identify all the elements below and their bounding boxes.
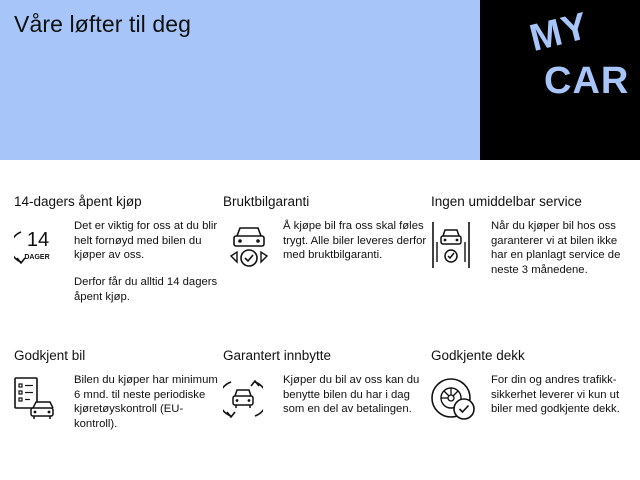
card-paragraph: Når du kjøper bil hos oss garanterer vi at bilen ikke har en planlagt service de neste 3 månedene.	[491, 220, 621, 277]
page-title: Våre løfter til deg	[14, 11, 192, 37]
card-paragraph: Derfor får du alltid 14 dagers åpent kjøp.	[74, 276, 218, 303]
card-title: Godkjente dekk	[431, 348, 525, 363]
card-title: Garantert innbytte	[223, 348, 332, 363]
card-body	[283, 373, 428, 429]
card-body	[74, 219, 219, 317]
car-warranty-badge-icon	[229, 222, 269, 268]
card-paragraph: Det er viktig for oss at du blir helt fornøyd med bilen du kjøper av oss.	[74, 220, 218, 262]
card-title: Bruktbilgaranti	[223, 194, 310, 209]
card-title: Ingen umiddelbar service	[431, 194, 582, 209]
card-paragraph: Kjøper du bil av oss kan du benytte bilen du har i dag som en del av betalingen.	[283, 374, 420, 416]
logo-text-car: CAR	[544, 60, 630, 102]
header-banner	[0, 0, 480, 160]
card-title: 14-dagers åpent kjøp	[14, 194, 142, 209]
logo-text-my: MY	[525, 5, 594, 61]
card-body	[491, 219, 636, 290]
checklist-car-icon	[14, 376, 54, 422]
card-paragraph: Bilen du kjøper har minimum 6 mnd. til neste periodiske kjøretøyskontroll (EU-kontroll).	[74, 374, 218, 431]
card-body	[74, 373, 219, 444]
card-title: Godkjent bil	[14, 348, 86, 363]
icon-number: 14	[26, 229, 50, 251]
card-paragraph: For din og andres trafikk-sikkerhet leverer vi kun ut biler med godkjente dekk.	[491, 374, 620, 416]
calendar-14-days-icon	[14, 222, 54, 268]
icon-label: DAGER	[24, 254, 50, 261]
tire-approved-icon	[431, 376, 471, 422]
card-body	[283, 219, 428, 275]
car-trade-in-arrows-icon	[223, 376, 263, 422]
car-service-lift-icon	[431, 222, 471, 268]
brand-logo[interactable]	[480, 0, 640, 160]
card-body	[491, 373, 636, 429]
card-paragraph: Å kjøpe bil fra oss skal føles trygt. Alle biler leveres derfor med bruktbilgaranti.	[283, 220, 427, 262]
